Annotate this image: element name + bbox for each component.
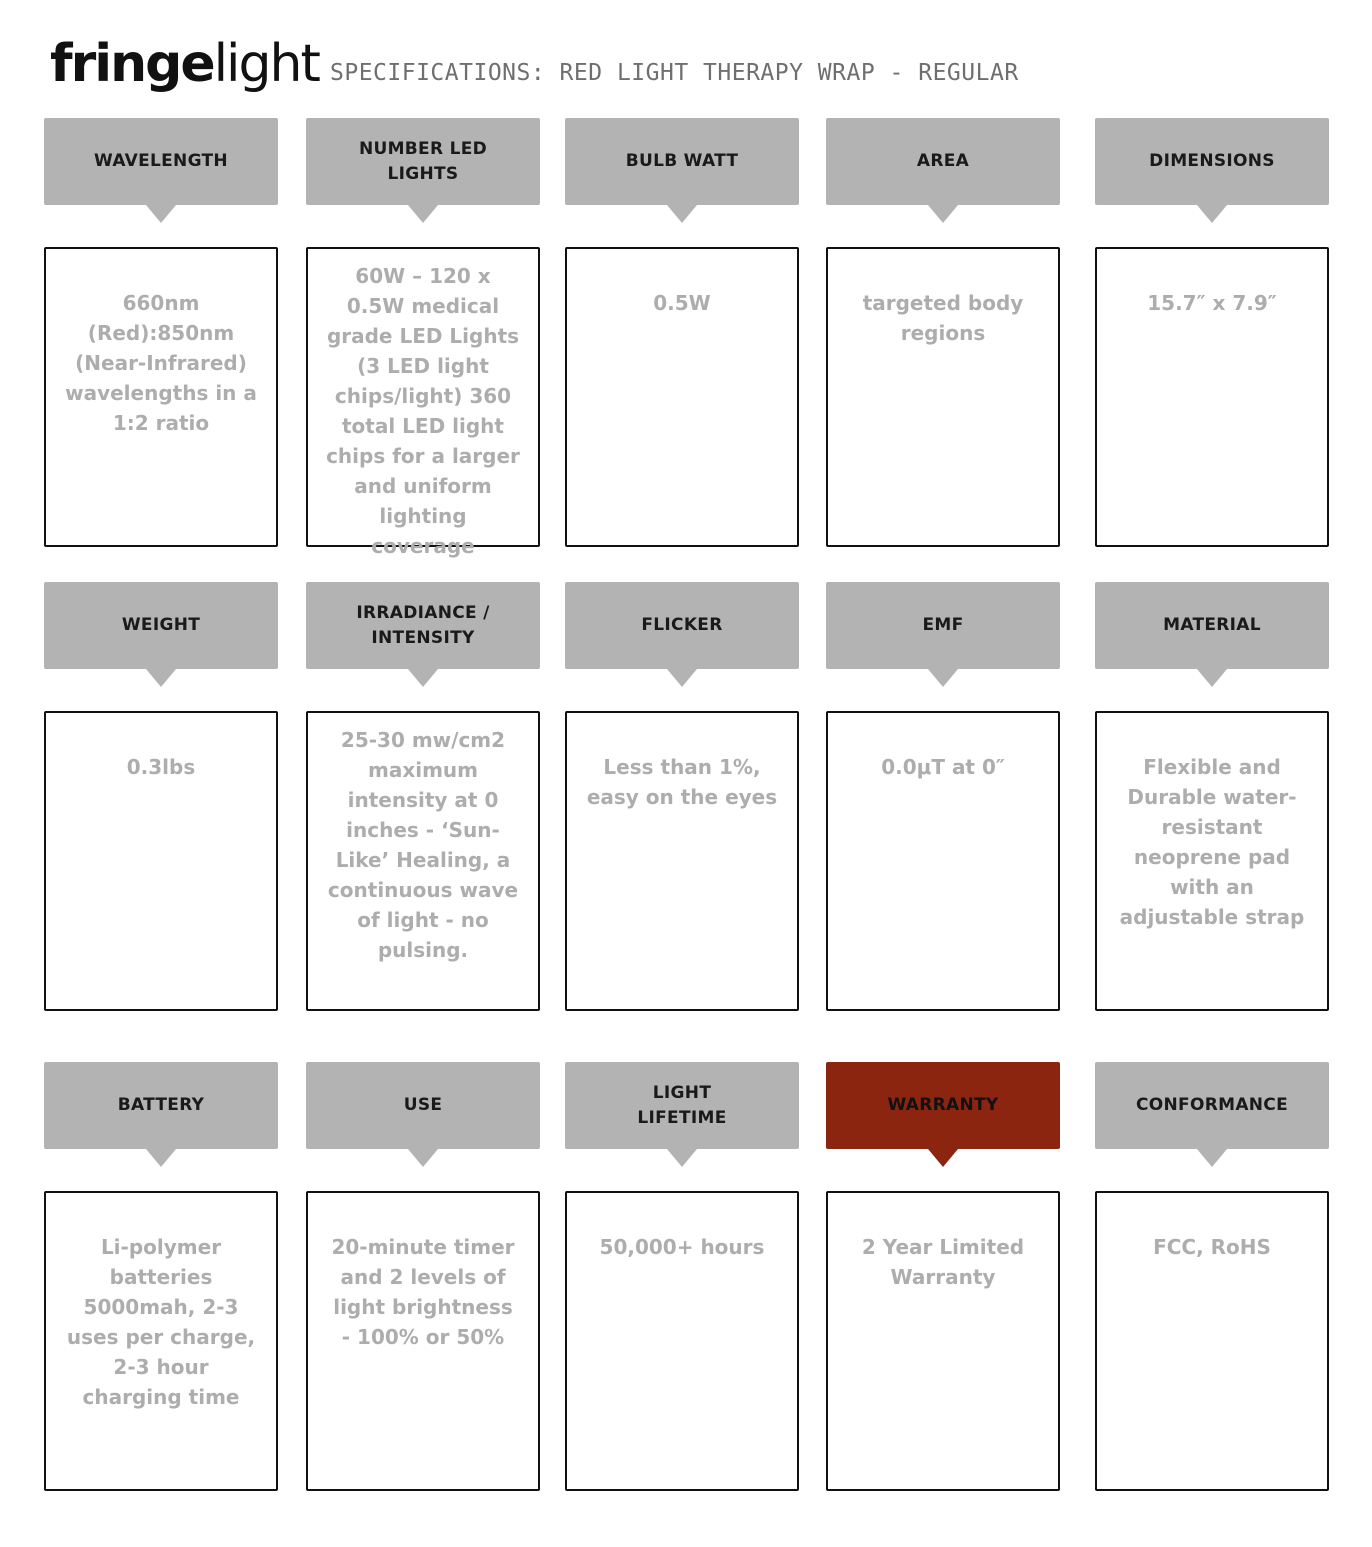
spec-value-box bbox=[306, 247, 540, 558]
brand-logo-bold: fringe bbox=[50, 34, 214, 94]
spec-value: targeted body regions bbox=[862, 291, 1024, 345]
spec-label: MATERIAL bbox=[1163, 615, 1261, 635]
spec-value-box bbox=[565, 1191, 799, 1491]
spec-irradiance-intensity bbox=[306, 582, 540, 962]
spec-label-box bbox=[306, 118, 540, 205]
spec-bulb-watt bbox=[565, 118, 799, 315]
spec-value: Flexible and Durable water-resistant neoprene pad with an adjustable strap bbox=[1119, 755, 1305, 929]
spec-value-box bbox=[1095, 1191, 1329, 1491]
spec-value-box bbox=[306, 1191, 540, 1491]
spec-label: NUMBER LED LIGHTS bbox=[358, 138, 488, 184]
spec-label: LIGHT LIFETIME bbox=[637, 1082, 727, 1128]
spec-label-box bbox=[44, 118, 278, 205]
spec-label-box bbox=[565, 118, 799, 205]
spec-value-box bbox=[44, 1191, 278, 1491]
spec-value: Less than 1%, easy on the eyes bbox=[586, 755, 778, 809]
spec-value: 25-30 mw/cm2 maximum intensity at 0 inches - ‘Sun-Like’ Healing, a continuous wave of light - no pulsing. bbox=[327, 728, 519, 962]
spec-value-box bbox=[826, 1191, 1060, 1491]
spec-label: DIMENSIONS bbox=[1149, 151, 1275, 171]
page-subtitle: SPECIFICATIONS: RED LIGHT THERAPY WRAP - REGULAR bbox=[330, 60, 1019, 86]
spec-label-box bbox=[306, 582, 540, 669]
spec-light-lifetime bbox=[565, 1062, 799, 1259]
spec-use bbox=[306, 1062, 540, 1349]
spec-label-box bbox=[1095, 1062, 1329, 1149]
spec-label: BULB WATT bbox=[625, 151, 739, 171]
spec-flicker bbox=[565, 582, 799, 809]
spec-value: Li-polymer batteries 5000mah, 2-3 uses per charge, 2-3 hour charging time bbox=[66, 1235, 256, 1409]
spec-label: WAVELENGTH bbox=[94, 151, 228, 171]
spec-material bbox=[1095, 582, 1329, 929]
brand-logo bbox=[50, 30, 319, 98]
spec-area bbox=[826, 118, 1060, 345]
spec-label: EMF bbox=[922, 615, 964, 635]
spec-label-box bbox=[1095, 118, 1329, 205]
spec-warranty bbox=[826, 1062, 1060, 1289]
spec-label-box bbox=[826, 582, 1060, 669]
spec-value: 660nm (Red):850nm (Near-Infrared) wavelengths in a 1:2 ratio bbox=[65, 291, 257, 435]
spec-value-box bbox=[44, 247, 278, 547]
spec-value: 2 Year Limited Warranty bbox=[861, 1235, 1025, 1289]
spec-label-box bbox=[565, 582, 799, 669]
spec-dimensions bbox=[1095, 118, 1329, 315]
spec-label: FLICKER bbox=[641, 615, 723, 635]
spec-label: BATTERY bbox=[117, 1095, 205, 1115]
spec-value-box bbox=[306, 711, 540, 1011]
spec-conformance bbox=[1095, 1062, 1329, 1259]
spec-value-box bbox=[565, 247, 799, 547]
spec-emf bbox=[826, 582, 1060, 779]
spec-value: 60W – 120 x 0.5W medical grade LED Lights (3 LED light chips/light) 360 total LED light chips for a larger and uniform lighting coverage bbox=[326, 264, 520, 558]
spec-label: WEIGHT bbox=[121, 615, 201, 635]
spec-label: AREA bbox=[916, 151, 970, 171]
spec-value-box bbox=[826, 711, 1060, 1011]
spec-number-led-lights bbox=[306, 118, 540, 558]
spec-value-box bbox=[1095, 711, 1329, 1011]
spec-wavelength bbox=[44, 118, 278, 435]
spec-value: FCC, RoHS bbox=[1153, 1235, 1271, 1259]
spec-value: 15.7″ x 7.9″ bbox=[1147, 291, 1277, 315]
spec-value: 50,000+ hours bbox=[599, 1235, 765, 1259]
spec-label-box bbox=[826, 118, 1060, 205]
spec-label-box bbox=[44, 1062, 278, 1149]
spec-label: CONFORMANCE bbox=[1136, 1095, 1289, 1115]
spec-label: WARRANTY bbox=[887, 1095, 999, 1115]
spec-value-box bbox=[44, 711, 278, 1011]
spec-label-box bbox=[44, 582, 278, 669]
spec-label: IRRADIANCE / INTENSITY bbox=[356, 602, 490, 648]
spec-label-box bbox=[306, 1062, 540, 1149]
spec-value: 20-minute timer and 2 levels of light brightness - 100% or 50% bbox=[331, 1235, 515, 1349]
spec-value: 0.3lbs bbox=[126, 755, 196, 779]
spec-label-box bbox=[1095, 582, 1329, 669]
spec-label-box-highlighted bbox=[826, 1062, 1060, 1149]
spec-value: 0.5W bbox=[653, 291, 711, 315]
spec-value-box bbox=[565, 711, 799, 1011]
spec-value-box bbox=[1095, 247, 1329, 547]
spec-weight bbox=[44, 582, 278, 779]
spec-label-box bbox=[565, 1062, 799, 1149]
spec-value-box bbox=[826, 247, 1060, 547]
spec-value: 0.0μT at 0″ bbox=[881, 755, 1005, 779]
spec-label: USE bbox=[403, 1095, 443, 1115]
spec-battery bbox=[44, 1062, 278, 1409]
brand-logo-light: light bbox=[213, 34, 319, 94]
